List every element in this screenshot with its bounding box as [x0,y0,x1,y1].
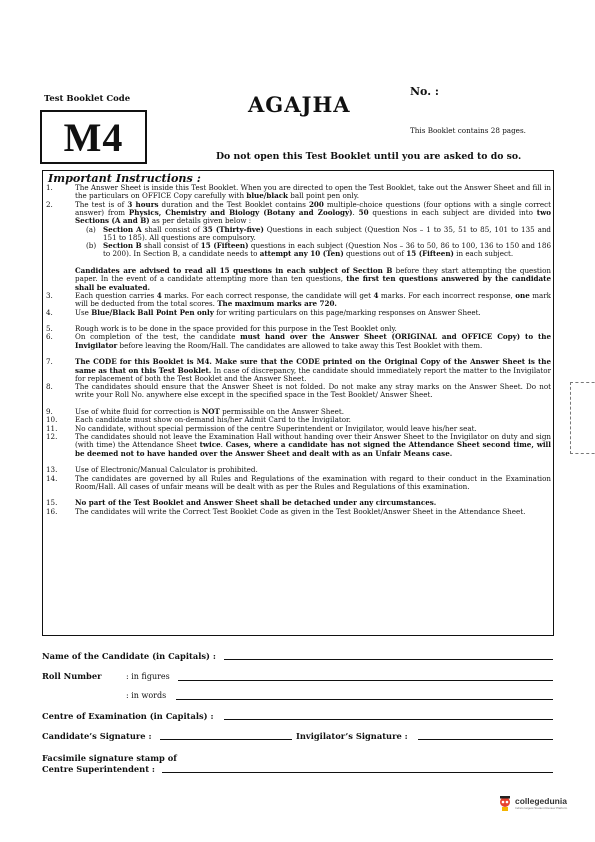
roll-number-label: Roll Number [42,671,102,681]
booklet-number-label: No. : [410,85,439,98]
test-booklet-code: M4 [40,110,147,164]
instruction-text: The test is of 3 hours duration and the Test Booklet contains 200 multiple-choice questions (four options with a single correct answer) from Physics, Chemistry and Biology (Botany and Zoology). 50 questions in each subject are divided into two Sections (A and B) as per details given below : [75,199,552,226]
instruction-number: 13. [46,465,58,475]
pages-note: This Booklet contains 28 pages. [410,126,526,135]
instruction-text: Each question carries 4 marks. For each correct response, the candidate will get 4 marks. For each incorrect response, one mark will be deducted from the total scores. The maximum marks are 720. [75,290,552,309]
centre-label: Centre of Examination (in Capitals) : [42,711,214,721]
superintendent-stamp-field[interactable] [162,772,553,773]
instruction-number: 14. [46,473,58,483]
instruction-number: 9. [46,407,53,417]
instruction-number: 10. [46,415,58,425]
instruction-text: No candidate, without special permission of the centre Superintendent or Invigilator, would leave his/her seat. [75,423,477,433]
instruction-number: 3. [46,290,53,300]
instruction-number: 8. [46,382,53,392]
instruction-text: Rough work is to be done in the space provided for this purpose in the Test Booklet only. [75,324,397,334]
instruction-number: 4. [46,307,53,317]
instruction-number: 11. [46,423,58,433]
invigilator-signature-field[interactable] [418,739,553,740]
instruction-text: Each candidate must show on-demand his/her Admit Card to the Invigilator. [75,415,351,425]
instruction-subletter: (a) [86,224,96,234]
roll-in-figures-label: : in figures [126,672,170,681]
instruction-text: The candidates are governed by all Rules and Regulations of the examination with regard to their conduct in the Examination Room/Hall. All cases of unfair means will be dealt with as per the Rules and Regulations of this examination. [75,473,551,491]
instruction-text: The candidates should not leave the Examination Hall without handing over their Answer Sheet to the Invigilator on duty and sign (with time) the Attendance Sheet twice. Cases, where a candidate has not signed the Attendance Sheet second time, will be deemed not to have handed over the Answer Sheet and dealt with as an Unfair Means case. [75,432,551,458]
stamp-label-line1: Facsimile signature stamp of [42,753,177,763]
roll-in-words-label: : in words [126,691,167,700]
roll-in-words-field[interactable] [176,699,553,700]
instruction-text: The candidates will write the Correct Test Booklet Code as given in the Test Booklet/Answer Sheet in the Attendance Sheet. [75,506,526,516]
instruction-text: Candidates are advised to read all 15 questions in each subject of Section B before they start attempting the question paper. In the event of a candidate attempting more than ten questions, the first ten questions answered by the candidate shall be evaluated. [75,266,551,292]
instruction-text: Section B shall consist of 15 (Fifteen) questions in each subject (Question Nos – 36 to 50, 86 to 100, 136 to 150 and 186 to 200). In Section B, a candidate needs to attempt any 10 (Ten) questions out of 15 (Fifteen) in each subject. [103,241,551,259]
instruction-number: 1. [46,183,53,192]
candidate-signature-label: Candidate’s Signature : [42,731,152,741]
instruction-text: The candidates should ensure that the Answer Sheet is not folded. Do not make any stray marks on the Answer Sheet. Do not write your Roll No. anywhere else except in the specified space in the Test Booklet/ Answer Sheet. [75,382,551,400]
instruction-number: 7. [46,357,53,367]
candidate-name-field[interactable] [224,659,553,660]
collegedunia-logo [498,795,567,811]
instruction-number: 15. [46,498,58,508]
instruction-text: Use Blue/Black Ball Point Pen only for writing particulars on this page/marking responses on Answer Sheet. [75,307,481,317]
instruction-number: 2. [46,199,53,209]
instruction-text: The Answer Sheet is inside this Test Booklet. When you are directed to open the Test Booklet, take out the Answer Sheet and fill in the particulars on OFFICE Copy carefully with blue/black ball point pen only. [75,183,551,201]
instruction-text: Use of white fluid for correction is NOT permissible on the Answer Sheet. [75,407,344,417]
instruction-text: Use of Electronic/Manual Calculator is prohibited. [75,465,258,475]
invigilator-signature-label: Invigilator’s Signature : [296,731,408,741]
do-not-open-warning: Do not open this Test Booklet until you are asked to do so. [216,151,522,162]
instruction-number: 12. [46,432,58,441]
instruction-number: 6. [46,332,53,342]
instruction-text: Section A shall consist of 35 (Thirty-five) Questions in each subject (Question Nos – 1 to 35, 51 to 85, 101 to 135 and 151 to 185). All questions are compulsory. [103,224,551,242]
stamp-label-line2: Centre Superintendent : [42,764,155,774]
logo-name: collegedunia [515,796,567,806]
candidate-signature-field[interactable] [160,739,292,740]
instruction-text: On completion of the test, the candidate must hand over the Answer Sheet (ORIGINAL and OFFICE Copy) to the Invigilator before leaving the Room/Hall. The candidates are allowed to take away this Test Booklet with them. [75,332,552,350]
dashed-margin-box [570,382,595,454]
instruction-text: No part of the Test Booklet and Answer Sheet shall be detached under any circumstances. [75,498,437,508]
candidate-name-label: Name of the Candidate (in Capitals) : [42,651,216,661]
graduate-avatar-icon [498,795,512,811]
centre-field[interactable] [224,719,553,720]
booklet-title: AGAJHA [248,92,351,117]
instruction-subletter: (b) [86,241,97,251]
instruction-number: 16. [46,506,58,516]
roll-in-figures-field[interactable] [178,680,553,681]
instruction-number: 5. [46,324,53,334]
test-booklet-code-label: Test Booklet Code [44,94,131,104]
instruction-text: The CODE for this Booklet is M4. Make sure that the CODE printed on the Original Copy of the Answer Sheet is the same as that on this Test Booklet. In case of discrepancy, the candidate should immediately report the matter to the Invigilator for replacement of both the Test Booklet and the Answer Sheet. [75,357,551,383]
instructions-box [42,170,554,636]
logo-tagline: India's largest Student Review Platform [515,806,568,810]
instructions-title: Important Instructions : [48,171,201,185]
